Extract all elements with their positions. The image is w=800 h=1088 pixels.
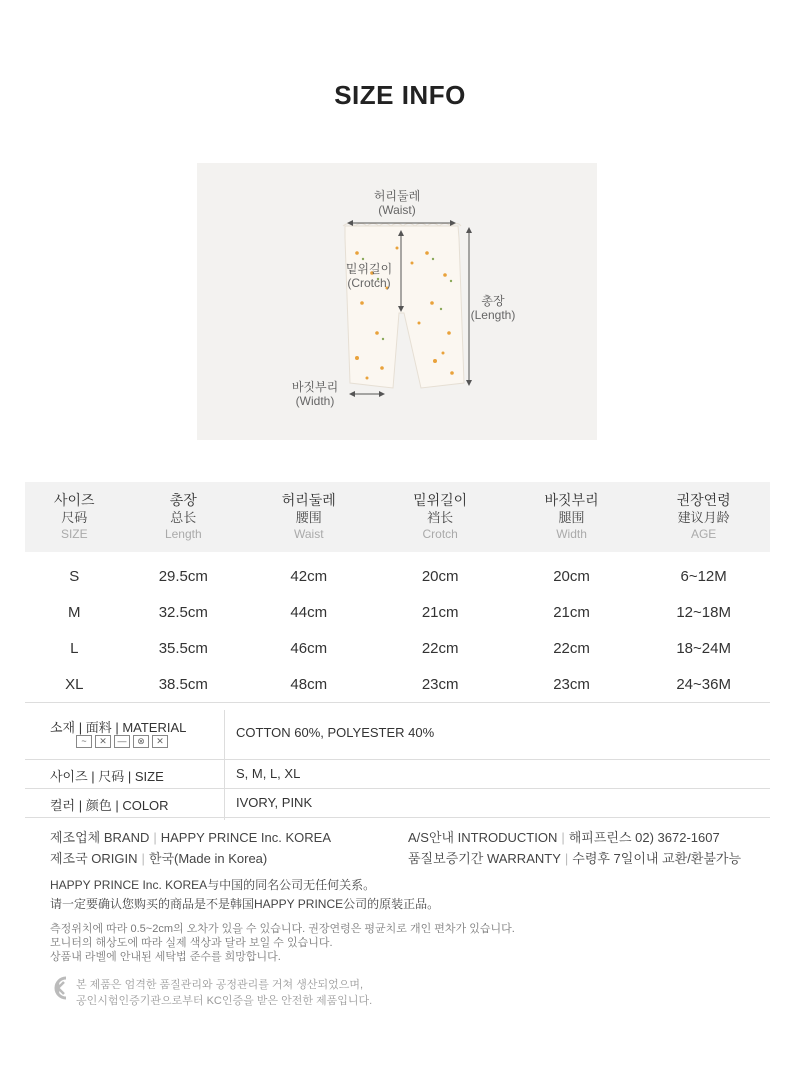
waist-label: 허리둘레 (Waist) bbox=[373, 189, 421, 217]
table-cell: 18~24M bbox=[676, 639, 731, 657]
table-cell: 20cm bbox=[553, 567, 590, 585]
kc-text-1: 본 제품은 엄격한 품질관리와 공정관리를 거쳐 생산되었으며, bbox=[76, 979, 364, 991]
table-row bbox=[25, 630, 770, 666]
table-cell: XL bbox=[65, 676, 84, 693]
color-label: 컬러 | 颜色 | COLOR bbox=[50, 798, 169, 813]
table-cell: 12~18M bbox=[676, 603, 731, 621]
kc-text-2: 공인시험인증기관으로부터 KC인증을 받은 안전한 제품입니다. bbox=[76, 995, 373, 1007]
divider bbox=[25, 702, 770, 703]
no-bleach-icon: ✕ bbox=[95, 735, 111, 748]
size-table bbox=[25, 482, 770, 703]
no-iron-icon: ✕ bbox=[152, 735, 168, 748]
table-cell: 20cm bbox=[421, 567, 459, 585]
table-cell: 6~12M bbox=[680, 567, 727, 585]
crotch-label: 밑위길이 (Crotch) bbox=[345, 262, 393, 290]
warranty-info: 품질보증기간 WARRANTY | 수령후 7일이내 교환/환불가능 bbox=[408, 851, 742, 866]
length-label: 총장 (Length) bbox=[470, 294, 516, 322]
header-age: 권장연령 建议月龄 AGE bbox=[637, 482, 770, 552]
table-cell: 22cm bbox=[421, 639, 459, 657]
origin-info: 제조국 ORIGIN | 한국(Made in Korea) bbox=[50, 851, 268, 866]
chinese-notice-1: HAPPY PRINCE Inc. KOREA与中国的同名公司无任何关系。 bbox=[50, 878, 376, 892]
table-cell: 46cm bbox=[290, 639, 328, 657]
divider bbox=[25, 759, 770, 760]
header-width: 바짓부리 腿围 Width bbox=[506, 482, 637, 552]
note-line: 상품내 라벨에 안내된 세탁법 준수를 희망합니다. bbox=[50, 951, 281, 963]
leggings-shape bbox=[345, 226, 464, 388]
table-row bbox=[25, 552, 770, 594]
table-cell: S bbox=[69, 567, 80, 585]
brand-info: 제조업체 BRAND | HAPPY PRINCE Inc. KOREA bbox=[50, 830, 332, 845]
table-cell: L bbox=[70, 639, 79, 657]
header-size: 사이즈 尺码 SIZE bbox=[25, 482, 124, 552]
table-cell: 29.5cm bbox=[158, 567, 208, 585]
header-waist: 허리둘레 腰围 Waist bbox=[243, 482, 374, 552]
care-icons bbox=[76, 735, 168, 748]
table-row bbox=[25, 666, 770, 703]
table-cell: 44cm bbox=[290, 603, 328, 621]
table-cell: 42cm bbox=[290, 567, 328, 585]
table-cell: 48cm bbox=[290, 676, 328, 693]
table-cell: M bbox=[68, 603, 81, 621]
divider bbox=[224, 710, 225, 820]
header-length: 총장 总长 Length bbox=[124, 482, 244, 552]
page-title: SIZE INFO bbox=[334, 80, 466, 110]
width-label: 바짓부리 (Width) bbox=[291, 380, 339, 408]
divider bbox=[25, 817, 770, 818]
table-cell: 21cm bbox=[421, 603, 459, 621]
table-cell: 23cm bbox=[553, 676, 590, 693]
no-tumble-dry-icon: ⊗ bbox=[133, 735, 149, 748]
size-table-header bbox=[25, 482, 770, 552]
table-cell: 21cm bbox=[553, 603, 590, 621]
table-cell: 24~36M bbox=[676, 676, 731, 693]
color-value: IVORY, PINK bbox=[236, 795, 313, 810]
table-cell: 22cm bbox=[553, 639, 590, 657]
chinese-notice-2: 请一定要确认您购买的商品是不是韩国HAPPY PRINCE公司的原装正品。 bbox=[50, 897, 440, 911]
material-value: COTTON 60%, POLYESTER 40% bbox=[236, 725, 435, 740]
table-cell: 35.5cm bbox=[158, 639, 208, 657]
size-value: S, M, L, XL bbox=[236, 766, 301, 781]
material-label: 소재 | 面料 | MATERIAL bbox=[50, 720, 187, 735]
table-cell: 23cm bbox=[421, 676, 459, 693]
as-info: A/S안내 INTRODUCTION | 해피프린스 02) 3672-1607 bbox=[408, 830, 720, 845]
dry-flat-icon: — bbox=[114, 735, 130, 748]
kc-mark-icon bbox=[50, 974, 72, 1004]
table-row bbox=[25, 594, 770, 630]
note-line: 모니터의 해상도에 따라 실제 색상과 달라 보일 수 있습니다. bbox=[50, 937, 333, 949]
table-cell: 32.5cm bbox=[158, 603, 208, 621]
note-line: 측정위치에 따라 0.5~2cm의 오차가 있을 수 있습니다. 권장연령은 평균치로 개인 편차가 있습니다. bbox=[50, 923, 515, 935]
measurement-diagram bbox=[197, 163, 597, 440]
header-crotch: 밑위길이 裆长 Crotch bbox=[374, 482, 505, 552]
hand-wash-icon: ~ bbox=[76, 735, 92, 748]
size-label: 사이즈 | 尺码 | SIZE bbox=[50, 769, 164, 784]
table-cell: 38.5cm bbox=[158, 676, 208, 693]
divider bbox=[25, 788, 770, 789]
